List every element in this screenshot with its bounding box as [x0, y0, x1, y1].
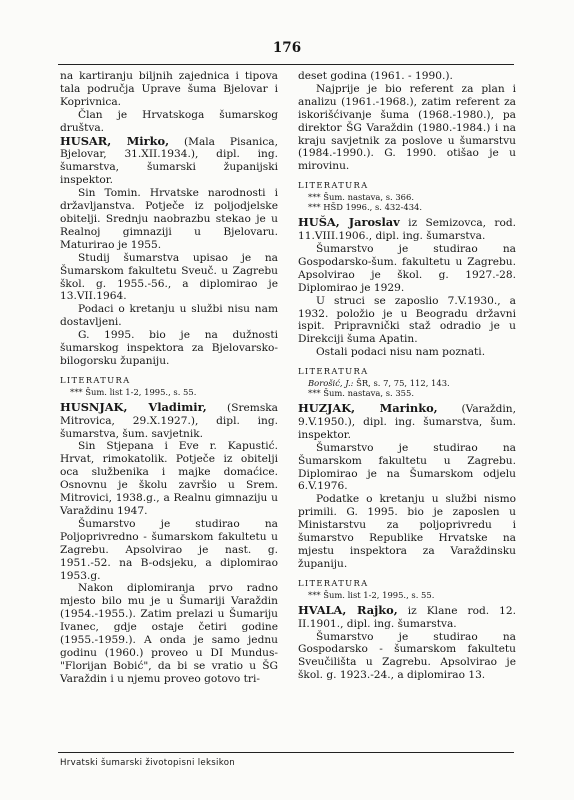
- entry-paragraph: Sin Tomin. Hrvatske narodnosti i državljanstva. Potječe iz poljodjelske obitelji. Srednju naobrazbu stekao je u Realnoj gimnaziji u Bjelovaru. Maturirao je 1955.: [60, 187, 278, 251]
- literature-heading: LITERATURA: [60, 374, 131, 385]
- bottom-rule: [58, 752, 514, 753]
- entry-paragraph: Šumarstvo je studirao na Gospodarsko-šum. fakultetu u Zagrebu. Apsolvirao je škol. g. 1927.-28. Diplomirao je 1929.: [298, 242, 516, 294]
- entry-paragraph: Podatke o kretanju u službi nismo primili. G. 1995. bio je zaposlen u Ministarstvu za poljoprivredu i šumarstvo Republike Hrvatske na mjestu inspektora za Varaždinsku županiju.: [298, 493, 516, 570]
- entry-paragraph: Najprije je bio referent za plan i analizu (1961.-1968.), zatim referent za iskorišćivanje šuma (1968.-1980.), pa direktor ŠG Varaždin (1980.-1984.) i na kraju savjetnik za poslove u šumarstvu (1984.-1990.). G. 1990. otišao je u mirovinu.: [298, 82, 516, 173]
- entry-summary: (Mala Pisanica, Bjelovar, 31.XII.1934.), dipl. ing. šumarstva, šumarski županijski inspektor.: [60, 135, 278, 187]
- entry-paragraph: Ostali podaci nisu nam poznati.: [316, 346, 486, 359]
- entry-paragraph: Nakon diplomiranja prvo radno mjesto bilo mu je u Šumariji Varaždin (1954.-1955.). Zatim prelazi u Šumariju Ivanec, gdje ostaje četiri godine (1955.-1959.). A onda je samo jednu godinu (1960.) proveo u DI Mundus-"Florijan Bobić", da bi se vratio u ŠG Varaždin i u njemu proveo gotovo tri-: [60, 582, 278, 685]
- entry-paragraph: Šumarstvo je studirao na Šumarskom fakultetu u Zagrebu. Diplomirao je na Šumarskom odjelu 6.V.1976.: [298, 441, 516, 493]
- top-rule: [58, 64, 514, 65]
- right-column: [298, 70, 516, 682]
- entry-paragraph: Podaci o kretanju u službi nisu nam dostavljeni.: [60, 303, 278, 329]
- left-column: [60, 70, 278, 686]
- membership-paragraph: Član je Hrvatskoga šumarskog društva.: [60, 108, 278, 134]
- entry-summary: iz Klane rod. 12. II.1901., dipl. ing. šumarstva.: [298, 604, 517, 630]
- entry-paragraph: U struci se zaposlio 7.V.1930., a 1932. položio je u Beogradu državni ispit. Pripravnički staž odradio je u Direkciji šuma Apatin.: [298, 294, 516, 346]
- entry-paragraph: Šumarstvo je studirao na Gospodarsko - šumarskom fakultetu Sveučilišta u Zagrebu. Apsolvirao je škol. g. 1923.-24., a diplomirao 13.: [298, 630, 516, 682]
- literature-heading: LITERATURA: [298, 577, 369, 588]
- entry-paragraph: Šumarstvo je studirao na Poljoprivredno - šumarskom fakultetu u Zagrebu. Apsolvirao je nast. g. 1951.-52. na B-odsjeku, a diplomirao 1953.g.: [60, 517, 278, 582]
- literature-heading: LITERATURA: [298, 180, 369, 191]
- entry-name: HUŠA, Jaroslav: [298, 215, 400, 230]
- entry-name: HUZJAK, Marinko,: [298, 401, 438, 416]
- entry-name: HVALA, Rajko,: [298, 602, 398, 617]
- entry-summary: (Sremska Mitrovica, 29.X.1927.), dipl. ing. šumarstva, šum. savjetnik.: [60, 401, 278, 440]
- entry-husnjak-heading: [60, 401, 278, 441]
- literature-item: *** Šum. list 1-2, 1995., s. 55.: [308, 589, 435, 600]
- literature-author: Borošić, J.:: [308, 378, 354, 389]
- entry-paragraph: Studij šumarstva upisao je na Šumarskom fakultetu Sveuč. u Zagrebu škol. g. 1955.-56., a diplomirao je 13.VII.1964.: [60, 251, 278, 303]
- entry-husa-heading: [298, 216, 516, 243]
- entry-summary: (Varaždin, 9.V.1950.), dipl. ing. šumarstva, šum. inspektor.: [298, 403, 516, 441]
- entry-name: HUSNJAK, Vladimir,: [60, 399, 207, 414]
- entry-huzjak-heading: [298, 402, 516, 442]
- literature-source: ŠR, s. 7, 75, 112, 143.: [353, 378, 450, 389]
- literature-item: *** HŠD 1996., s. 432-434.: [308, 202, 423, 213]
- footer-publication-title: Hrvatski šumarski životopisni leksikon: [60, 758, 236, 768]
- entry-paragraph: Sin Stjepana i Eve r. Kapustić. Hrvat, rimokatolik. Potječe iz obitelji oca službenika i majke domaćice. Osnovnu je školu završio u Srem. Mitrovici, 1938.g., a Realnu gimnaziju u Varaždinu 1947.: [60, 440, 278, 517]
- entry-husar-heading: [60, 135, 278, 188]
- literature-heading: LITERATURA: [298, 366, 369, 377]
- entry-name: HUSAR, Mirko,: [60, 133, 170, 148]
- continued-paragraph: na kartiranju biljnih zajednica i tipova tala područja Uprave šuma Bjelovar i Koprivnica.: [60, 70, 278, 108]
- continued-paragraph: deset godina (1961. - 1990.).: [298, 70, 453, 82]
- literature-item: [298, 378, 516, 388]
- literature-item: *** Šum. list 1-2, 1995., s. 55.: [70, 386, 197, 397]
- entry-summary: iz Semizovca, rod. 11.VIII.1906., dipl. ing. šumarstva.: [298, 217, 516, 243]
- literature-item: *** Šum. nastava, s. 355.: [308, 388, 414, 399]
- page-number: 176: [272, 40, 302, 56]
- entry-paragraph: G. 1995. bio je na dužnosti šumarskog inspektora za Bjelovarsko-bilogorsku županiju.: [60, 329, 278, 367]
- literature-item: *** Šum. nastava, s. 366.: [308, 192, 414, 203]
- entry-hvala-heading: [298, 604, 516, 631]
